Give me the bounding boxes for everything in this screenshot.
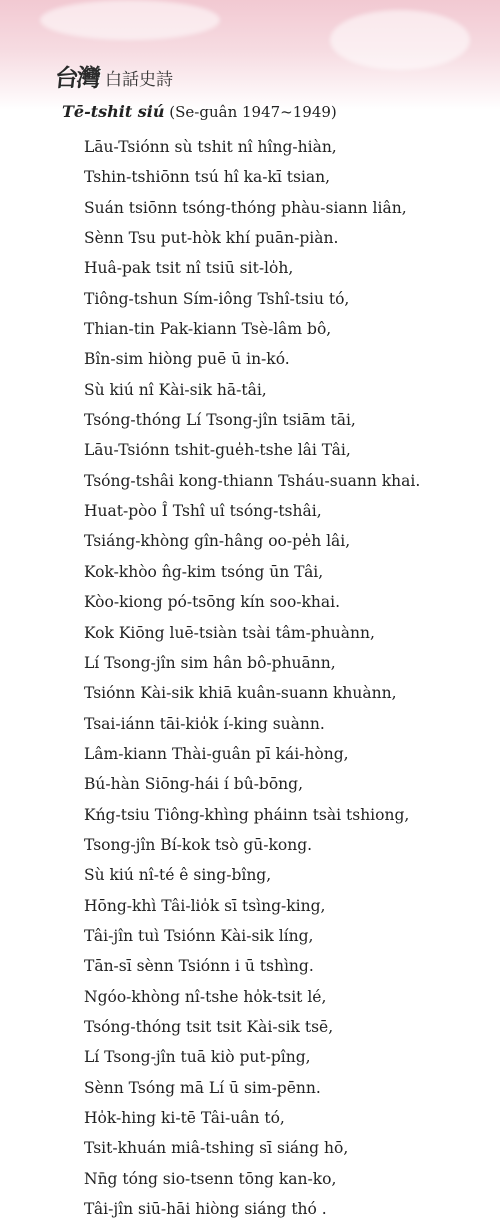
- poem-line: Tsóng-thóng tsit tsit Kài-sik tsē,: [84, 1017, 334, 1036]
- poem-line: Tsiáng-khòng gîn-hâng oo-pe̍h lâi,: [84, 532, 351, 551]
- poem-heading: [62, 102, 337, 121]
- poem-line: Bîn-sim hiòng puē ū in-kó.: [84, 350, 290, 369]
- poem-line: Kòo-kiong pó-tsōng kín soo-khai.: [84, 593, 341, 612]
- poem-title: Tē-tshit siú: [62, 102, 165, 121]
- poem-line: Tshin-tshiōnn tsú hî ka-kī tsian,: [84, 168, 331, 187]
- poem-line: Tsit-khuán miâ-tshing sī siáng hō,: [84, 1139, 349, 1158]
- poem-line: Lâm-kiann Thài-guân pī kái-hòng,: [84, 744, 349, 763]
- poem-line: Lí Tsong-jîn tuā kiò put-pîng,: [84, 1048, 311, 1067]
- poem-line: Suán tsiōnn tsóng-thóng phàu-siann liân,: [84, 198, 407, 217]
- poem-line: Tsong-jîn Bí-kok tsò gū-kong.: [84, 835, 313, 854]
- header-banner: [0, 0, 500, 110]
- poem-line: Tiông-tshun Sím-iông Tshî-tsiu tó,: [84, 289, 350, 308]
- poem-line: Sù kiú nî-té ê sing-bîng,: [84, 866, 272, 885]
- poem-line: Nn̄g tóng sio-tsenn tōng kan-ko,: [84, 1169, 337, 1188]
- banner-decoration: [40, 0, 220, 40]
- site-logo: 台灣: [53, 63, 101, 92]
- poem-line: Kńg-tsiu Tiông-khìng pháinn tsài tshiong,: [84, 805, 410, 824]
- poem-line: Tsóng-thóng Lí Tsong-jîn tsiām tāi,: [84, 411, 356, 430]
- poem-line: Kok Kiōng luē-tsiàn tsài tâm-phuànn,: [84, 623, 375, 642]
- poem-line: Lāu-Tsiónn sù tshit nî hîng-hiàn,: [84, 138, 337, 156]
- site-brand: [55, 58, 173, 93]
- poem-line: Bú-hàn Siōng-hái í bû-bōng,: [84, 775, 304, 794]
- poem-line: Lāu-Tsiónn tshit-gue̍h-tshe lâi Tâi,: [84, 441, 351, 460]
- poem-line: Ngóo-khòng nî-tshe ho̍k-tsit lé,: [84, 987, 327, 1006]
- banner-decoration: [330, 10, 470, 70]
- poem-line: Thian-tin Pak-kiann Tsè-lâm bô,: [84, 320, 332, 339]
- poem-line: Huâ-pak tsit nî tsiū sit-lo̍h,: [84, 259, 294, 278]
- poem-line: Sènn Tsóng mā Lí ū sim-pēnn.: [84, 1078, 321, 1097]
- poem-line: Tâi-jîn siū-hāi hiòng siáng thó .: [84, 1200, 327, 1219]
- poem-line: Kok-khòo n̂g-kim tsóng ūn Tâi,: [84, 562, 324, 581]
- poem-line: Huat-pòo Î Tshî uî tsóng-tshâi,: [84, 502, 322, 521]
- poem-period: (Se-guân 1947~1949): [169, 103, 337, 121]
- site-subtitle: 白話史詩: [105, 70, 173, 90]
- poem-line: Hōng-khì Tâi-lio̍k sī tsìng-king,: [84, 896, 326, 915]
- poem-line: Tsiónn Kài-sik khiā kuân-suann khuànn,: [84, 684, 397, 703]
- poem-lines: [84, 132, 420, 1224]
- poem-line: Sù kiú nî Kài-sik hā-tâi,: [84, 380, 267, 399]
- poem-line: Lí Tsong-jîn sim hân bô-phuānn,: [84, 653, 336, 672]
- poem-line: Tān-sī sènn Tsiónn i ū tshìng.: [84, 957, 314, 976]
- poem-line: Sènn Tsu put-hòk khí puān-piàn.: [84, 229, 339, 248]
- poem-line: Tsóng-tshâi kong-thiann Tsháu-suann khai.: [84, 471, 421, 490]
- poem-line: Ho̍k-hing ki-tē Tâi-uân tó,: [84, 1109, 285, 1127]
- poem-line: Tâi-jîn tuì Tsiónn Kài-sik líng,: [84, 926, 314, 945]
- poem-line: Tsai-iánn tāi-kio̍k í-king suànn.: [84, 714, 325, 733]
